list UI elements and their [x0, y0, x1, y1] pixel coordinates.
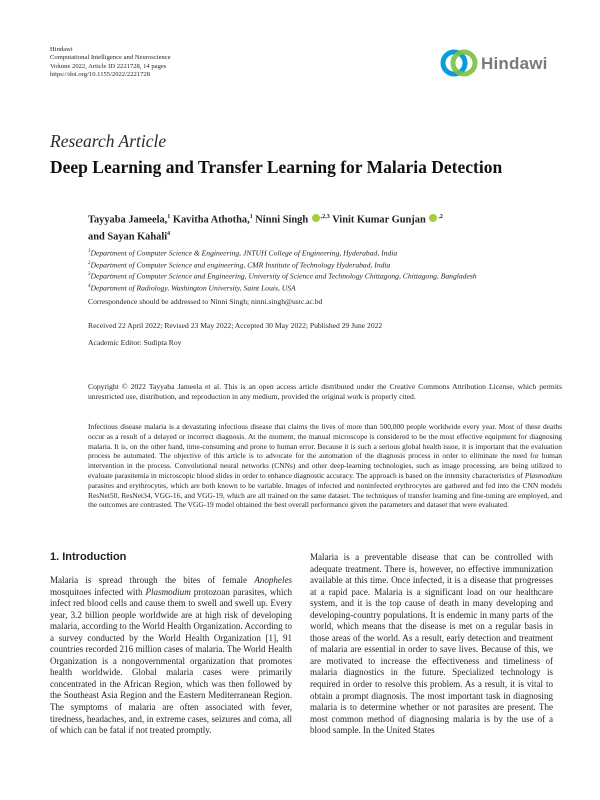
affil-number: 1	[88, 249, 91, 254]
affil-number: 3	[88, 272, 91, 278]
body-text: protozoan parasites, which infect red blood cells and cause them to swell and swell up. Every year, 3.2 billion people worldwide are at high risk of developing malaria, according to the World Health Organization. According to a survey conducted by the World Health Organization [1], 91 countries recorded 216 million cases of malaria. The World Health Organization is a nongovernmental organization that promotes health worldwide. Global malaria cases were primarily concentrated in the African Region, which was then followed by the Southeast Asia Region and the Eastern Mediterranean Region. The symptoms of malaria are often associated with fever, tiredness, headaches, and, in extreme cases, seizures and coma, all of which can be fatal if not treated promptly.	[50, 586, 293, 736]
abstract	[88, 422, 562, 510]
body-column-right: Malaria is a preventable disease that can be controlled with adequate treatment. There is, however, no effective immunization available at this time. Once infected, it is a disease that progresses at a rapid pace. Malaria is a significant load on our healthcare system, and it is the top cause of death in many developing and developing-country populations. It is endemic in many parts of the world, which means that the disease is met on a regular basis in those areas of the world. As a result, early detection and treatment of malaria are essential in order to save lives. Because of this, we are motivated to increase the effectiveness and timeliness of malaria diagnostics in the future. Specialized technology is required in order to resolve this problem. As a result, it is vital to obtain a prompt diagnosis. The most important task in diagnosing malaria is to determine whether or not parasites are present. The most common method of diagnosing malaria is by the use of a blood sample. In the United States	[310, 552, 553, 736]
author-name[interactable]: Ninni Singh	[255, 214, 309, 226]
affiliation-text: Department of Computer Science and Engineering, University of Science and Technology Chittagong, Chittagong, Bangladesh	[90, 272, 477, 281]
abstract-italic: Plasmodium	[524, 470, 562, 480]
body-italic: Anopheles	[254, 575, 292, 585]
section-heading: 1. Introduction	[50, 551, 127, 563]
abstract-text: parasites and erythrocytes, which are both known to be variable. Images of infected and noninfected erythrocytes are gathered and fed into the CNN models ResNet50, ResNet34, VGG-16, and VGG-19, which are all trained on the same dataset. The techniques of transfer learning and fine-tuning are employed, and the outcomes are contrasted. The VGG-19 model obtained the best overall performance given the parameters and dataset that were evaluated.	[88, 480, 562, 510]
orcid-icon[interactable]	[312, 214, 320, 222]
affiliation-list	[88, 247, 568, 294]
affil-marker: 4	[167, 231, 171, 238]
author-name[interactable]: Kavitha Athotha,	[172, 214, 250, 226]
affiliation-text: Department of Radiology, Washington University, Saint Louis, USA	[90, 283, 296, 293]
affil-marker: 1	[167, 214, 171, 220]
body-text: mosquitoes infected with	[50, 586, 146, 597]
affil-marker: 1	[249, 214, 253, 220]
publisher-name: Hindawi	[50, 46, 73, 53]
logo-text: Hindawi	[481, 54, 548, 73]
affil-number: 2	[88, 260, 91, 266]
academic-editor: Academic Editor: Sudipta Roy	[88, 338, 182, 347]
doi-link[interactable]: https://doi.org/10.1155/2022/2221728	[50, 70, 151, 78]
journal-name: Computational Intelligence and Neuroscience	[50, 54, 171, 62]
author-list	[88, 210, 568, 245]
affil-marker: ,2	[438, 214, 443, 220]
affil-marker: ,2,3	[320, 214, 330, 220]
author-name[interactable]: and Sayan Kahali	[88, 231, 168, 243]
journal-header	[50, 46, 171, 79]
author-name[interactable]: Tayyaba Jameela,	[88, 214, 168, 226]
orcid-icon[interactable]	[429, 214, 437, 222]
affiliation-text: Department of Computer Science & Engineering, JNTUH College of Engineering, Hyderabad, India	[90, 248, 398, 258]
article-title: Deep Learning and Transfer Learning for Malaria Detection	[50, 157, 503, 177]
hindawi-logo-icon	[440, 45, 480, 81]
author-name[interactable]: Vinit Kumar Gunjan	[332, 214, 426, 226]
affiliation	[88, 270, 568, 282]
body-text: Malaria is spread through the bites of female	[50, 575, 255, 585]
copyright-notice: Copyright © 2022 Tayyaba Jameela et al. This is an open access article distributed under the Creative Commons Attribution License, which permits unrestricted use, distribution, and reproduction in any medium, provided the original work is properly cited.	[88, 382, 562, 401]
hindawi-logo	[440, 45, 560, 81]
body-italic: Plasmodium	[145, 586, 191, 597]
article-type: Research Article	[50, 131, 167, 151]
body-column-left	[50, 575, 292, 737]
correspondence: Correspondence should be addressed to Ninni Singh; ninni.singh@ustc.ac.bd	[88, 297, 323, 306]
affil-number: 4	[88, 284, 91, 290]
publication-dates: Received 22 April 2022; Revised 23 May 2022; Accepted 30 May 2022; Published 29 June 2022	[88, 321, 383, 330]
affiliation	[88, 282, 568, 294]
affiliation-text: Department of Computer Science and engineering, CMR Institute of Technology Hyderabad, India	[90, 260, 391, 270]
volume-info: Volume 2022, Article ID 2221728, 14 pages	[50, 62, 167, 70]
affiliation	[88, 247, 568, 259]
affiliation	[88, 259, 568, 271]
abstract-text: Infectious disease malaria is a devastating infectious disease that claims the lives of more than 500,000 people worldwide every year. Most of these deaths occur as a result of a delayed or incorrect diagnosis. At the moment, the manual microscope is considered to be the most effective equipment for diagnosing malaria. It is, on the other hand, time-consuming and prone to human error. Because it is such a serious global health issue, it is important that the evaluation process be automated. The objective of this article is to advocate for the automation of the diagnosis process in order to eliminate the need for human intervention in the process. Convolutional neural networks (CNNs) and other deep-learning technologies, such as image processing, are being utilized to evaluate parasitemia in microscopic blood slides in order to enhance diagnostic accuracy. The approach is based on the intensity characteristics of	[88, 422, 562, 480]
